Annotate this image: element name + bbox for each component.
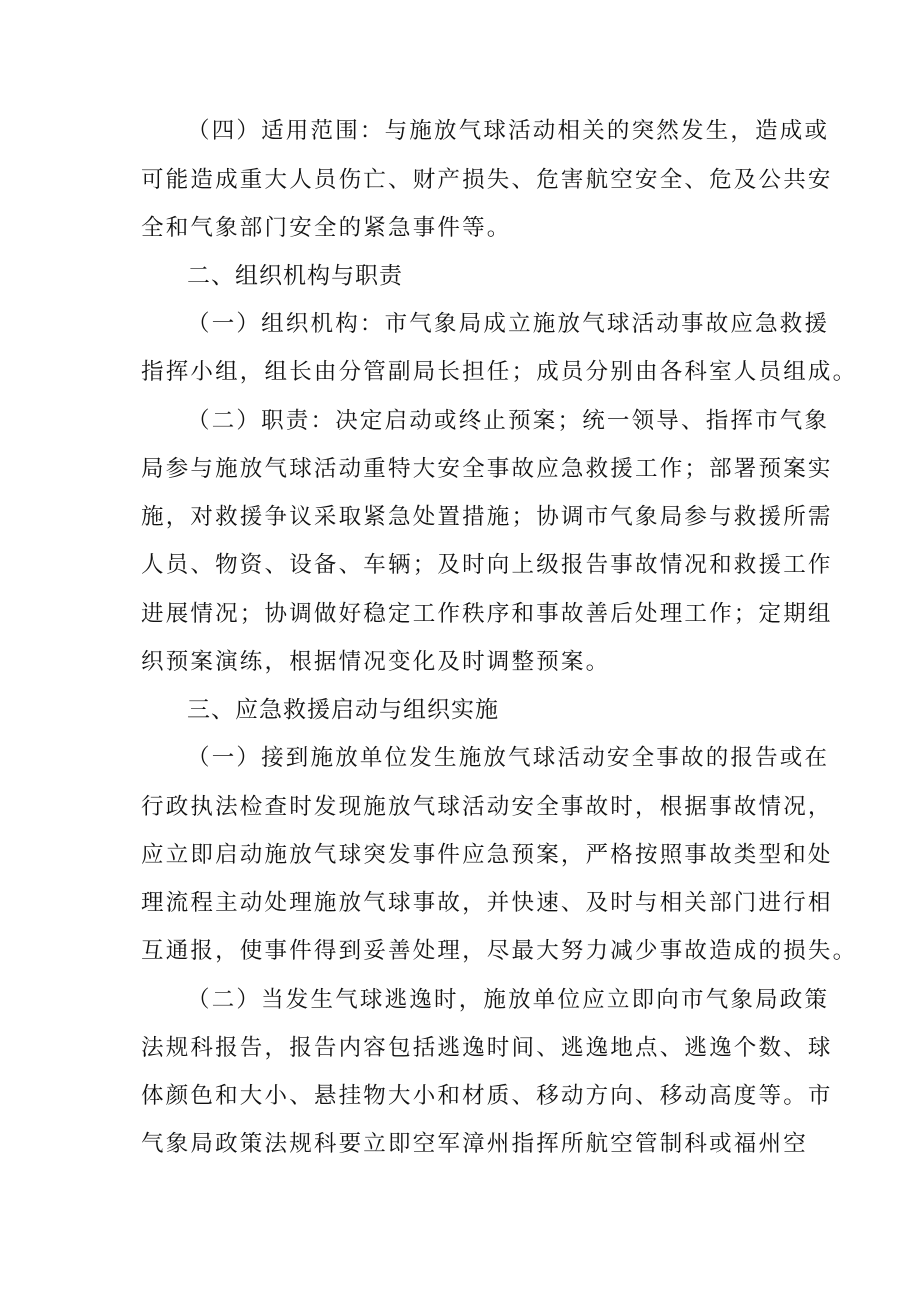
section-heading-3: 三、应急救援启动与组织实施	[187, 697, 499, 723]
paragraph-line: 施，对救援争议采取紧急处置措施；协调市气象局参与救援所需	[141, 504, 833, 530]
paragraph-line: 气象局政策法规科要立即空军漳州指挥所航空管制科或福州空	[141, 1131, 808, 1157]
paragraph-line: 全和气象部门安全的紧急事件等。	[141, 215, 512, 241]
paragraph-line: （四）适用范围：与施放气球活动相关的突然发生，造成或	[187, 118, 830, 144]
paragraph-line: 应立即启动施放气球突发事件应急预案，严格按照事故类型和处	[141, 842, 833, 868]
paragraph-line: （一）组织机构：市气象局成立施放气球活动事故应急救援	[187, 311, 830, 337]
paragraph-line: （一）接到施放单位发生施放气球活动安全事故的报告或在	[187, 745, 830, 771]
paragraph-line: 局参与施放气球活动重特大安全事故应急救援工作；部署预案实	[141, 456, 833, 482]
paragraph-line: 进展情况；协调做好稳定工作秩序和事故善后处理工作；定期组	[141, 601, 833, 627]
paragraph-line: 法规科报告，报告内容包括逃逸时间、逃逸地点、逃逸个数、球	[141, 1035, 833, 1061]
paragraph-line: （二）当发生气球逃逸时，施放单位应立即向市气象局政策	[187, 987, 830, 1013]
paragraph-line: 人员、物资、设备、车辆；及时向上级报告事故情况和救援工作	[141, 552, 833, 578]
paragraph-line: （二）职责：决定启动或终止预案；统一领导、指挥市气象	[187, 408, 830, 434]
paragraph-line: 指挥小组，组长由分管副局长担任；成员分别由各科室人员组成。	[141, 359, 858, 385]
paragraph-line: 织预案演练，根据情况变化及时调整预案。	[141, 649, 611, 675]
paragraph-line: 体颜色和大小、悬挂物大小和材质、移动方向、移动高度等。市	[141, 1083, 833, 1109]
paragraph-line: 理流程主动处理施放气球事故，并快速、及时与相关部门进行相	[141, 890, 833, 916]
paragraph-line: 行政执法检查时发现施放气球活动安全事故时，根据事故情况，	[141, 794, 833, 820]
paragraph-line: 互通报，使事件得到妥善处理，尽最大努力减少事故造成的损失。	[141, 938, 858, 964]
section-heading-2: 二、组织机构与职责	[187, 263, 403, 289]
paragraph-line: 可能造成重大人员伤亡、财产损失、危害航空安全、危及公共安	[141, 167, 833, 193]
